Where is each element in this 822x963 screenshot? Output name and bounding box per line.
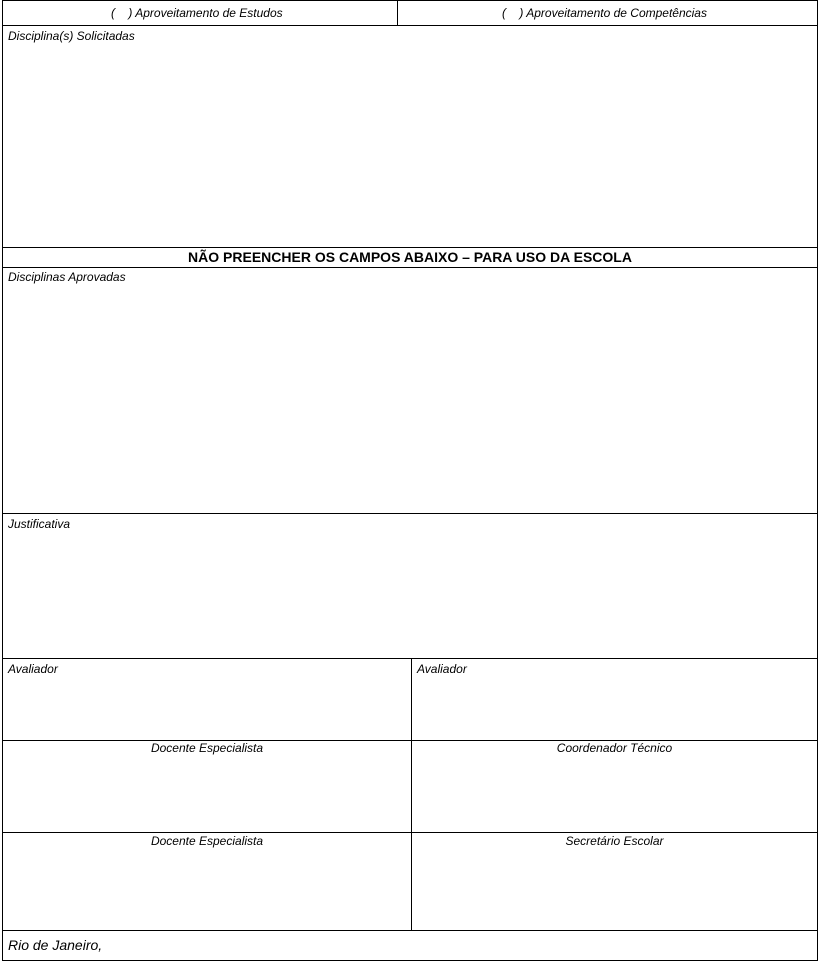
requested-disciplines-label: Disciplina(s) Solicitadas xyxy=(8,29,135,43)
divider xyxy=(3,267,817,268)
approved-disciplines-field[interactable] xyxy=(3,286,817,512)
place-date: Rio de Janeiro, xyxy=(8,937,103,953)
signature-secretario: Secretário Escolar xyxy=(565,834,664,848)
school-use-banner: NÃO PREENCHER OS CAMPOS ABAIXO – PARA USO DA ESCOLA xyxy=(188,249,632,265)
signature-coordenador: Coordenador Técnico xyxy=(556,741,673,755)
justification-label: Justificativa xyxy=(8,517,71,531)
evaluator-right-label: Avaliador xyxy=(417,662,467,676)
divider xyxy=(397,1,398,25)
divider xyxy=(3,25,817,26)
signature-docente-2: Docente Especialista xyxy=(150,834,264,848)
divider xyxy=(3,832,817,833)
signature-docente-1: Docente Especialista xyxy=(150,741,264,755)
evaluator-right-field[interactable] xyxy=(412,677,817,739)
requested-disciplines-field[interactable] xyxy=(3,45,817,246)
divider xyxy=(3,513,817,514)
application-form xyxy=(2,0,818,961)
evaluator-left-field[interactable] xyxy=(3,677,411,739)
divider xyxy=(3,658,817,659)
evaluator-left-label: Avaliador xyxy=(8,662,58,676)
option-competencies[interactable]: ( ) Aproveitamento de Competências xyxy=(502,6,707,20)
divider xyxy=(3,930,817,931)
approved-disciplines-label: Disciplinas Aprovadas xyxy=(8,270,126,284)
justification-field[interactable] xyxy=(3,533,817,657)
option-studies[interactable]: ( ) Aproveitamento de Estudos xyxy=(111,6,283,20)
